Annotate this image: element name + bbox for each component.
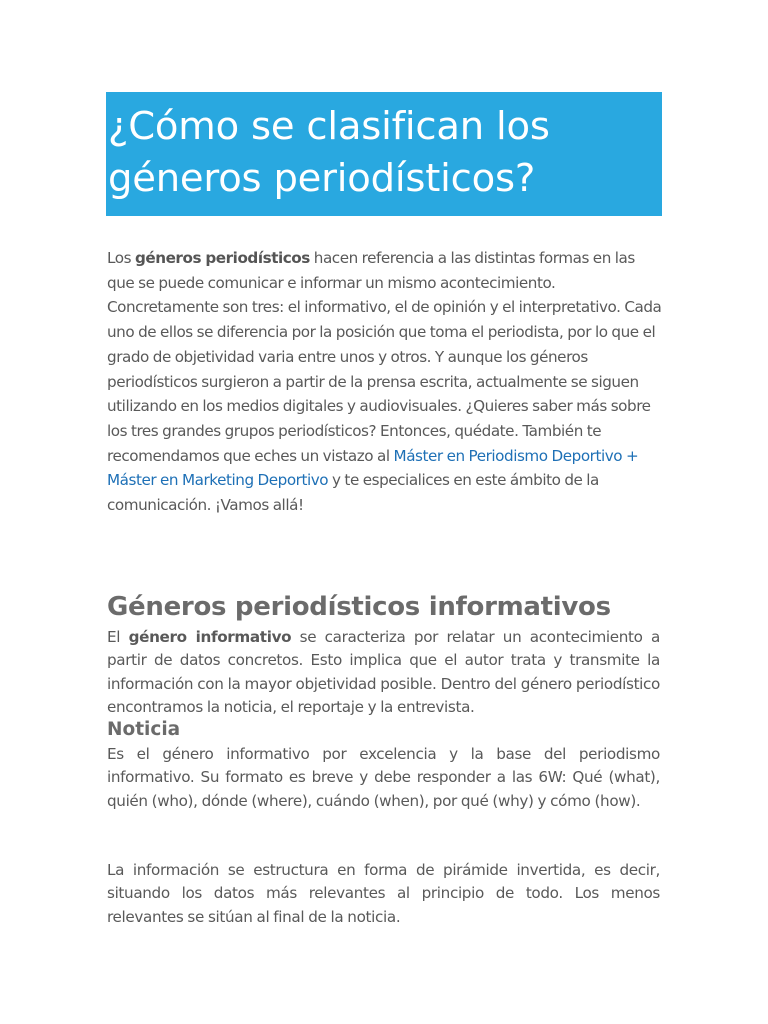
intro-bold-term: géneros periodísticos: [134, 249, 310, 267]
informative-text-1: El: [107, 628, 129, 646]
intro-text-3: y te especialices en este ámbito de la comunicación. ¡Vamos allá!: [107, 471, 599, 515]
intro-text-1: Los: [107, 249, 135, 267]
page-title: ¿Cómo se clasifican los géneros periodísticos?: [108, 104, 550, 201]
title-banner: [106, 92, 662, 216]
informative-text-2: se caracteriza por relatar un acontecimiento a partir de datos concretos. Esto implica que el autor trata y transmite la información con la mayor objetividad posible. Dentro del género periodístico encontramos la noticia, el reportaje y la entrevista.: [107, 628, 660, 716]
intro-paragraph: [107, 246, 663, 518]
informative-bold-term: género informativo: [128, 628, 292, 646]
pyramid-paragraph: La información se estructura en forma de pirámide invertida, es decir, situando los datos más relevantes al principio de todo. Los menos relevantes se sitúan al final de la noticia.: [107, 861, 660, 926]
informative-paragraph: [107, 626, 660, 719]
noticia-paragraph: Es el género informativo por excelencia y la base del periodismo informativo. Su formato es breve y debe responder a las 6W: Qué (what), quién (who), dónde (where), cuándo (when), por qué (why) y cómo (how).: [107, 745, 660, 810]
master-link[interactable]: Máster en Periodismo Deportivo + Máster en Marketing Deportivo: [107, 446, 639, 490]
section-heading: Géneros periodísticos informativos: [107, 592, 611, 622]
intro-text-2: hacen referencia a las distintas formas en las que se puede comunicar e informar un mismo acontecimiento. Concretamente son tres: el informativo, el de opinión y el interpretativo. Cada uno de ellos se diferencia por la posición que toma el periodista, por lo que el grado de objetividad varia entre unos y otros. Y aunque los géneros periodísticos surgieron a partir de la prensa escrita, actualmente se siguen utilizando en los medios digitales y audiovisuales. ¿Quieres saber más sobre los tres grandes grupos periodísticos? Entonces, quédate. También te recomendamos que eches un vistazo al: [107, 249, 662, 465]
subsection-heading: Noticia: [107, 719, 181, 740]
